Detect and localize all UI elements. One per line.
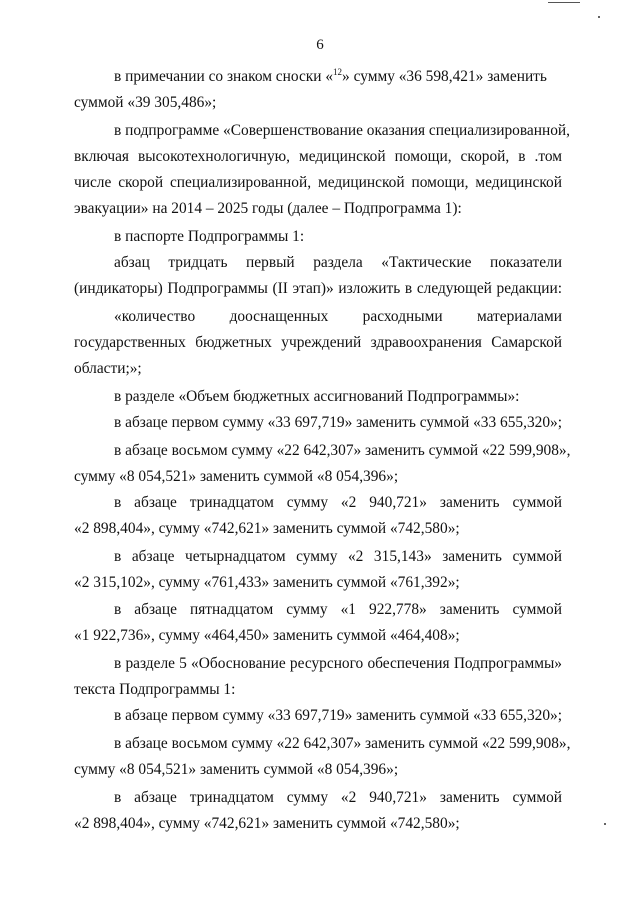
text-line: «2 898,404», сумму «742,621» заменить суммой «742,580»;	[74, 520, 460, 537]
page-edge-mark	[548, 2, 580, 3]
text-line: в абзаце первом сумму «33 697,719» заменить суммой «33 655,320»;	[114, 707, 563, 724]
text-line: в абзаце тринадцатом сумму «2 940,721» заменить суммой	[114, 494, 562, 511]
text-line: «2 315,102», сумму «761,433» заменить суммой «761,392»;	[74, 574, 460, 591]
text-line: включая высокотехнологичную, медицинской помощи, скорой, в .том	[74, 148, 562, 165]
text-line: суммой «39 305,486»;	[74, 94, 217, 111]
text-line: (индикаторы) Подпрограммы (II этап)» изложить в следующей редакции:	[74, 280, 562, 297]
text-line: в разделе 5 «Обоснование ресурсного обеспечения Подпрограммы»	[114, 655, 562, 672]
footnote-marker: 12	[333, 67, 343, 77]
scan-speck	[598, 16, 600, 18]
text-line: в примечании со знаком сноски «$^{12}$» сумму «36 598,421» заменить	[114, 67, 547, 85]
text-line: в паспорте Подпрограммы 1:	[114, 228, 305, 245]
text-line: «1 922,736», сумму «464,450» заменить суммой «464,408»;	[74, 627, 460, 644]
text-line: в абзаце четырнадцатом сумму «2 315,143» заменить суммой	[114, 548, 562, 565]
text-line: абзац тридцать первый раздела «Тактические показатели	[114, 254, 562, 271]
text-line: в абзаце пятнадцатом сумму «1 922,778» заменить суммой	[114, 601, 562, 618]
text-line: числе скорой специализированной, медицинской помощи, медицинской	[74, 174, 562, 191]
text-line: «количество дооснащенных расходными материалами	[114, 308, 562, 325]
text-line: в абзаце восьмом сумму «22 642,307» заменить суммой «22 599,908»,	[114, 735, 571, 752]
text-line: сумму «8 054,521» заменить суммой «8 054,396»;	[74, 761, 399, 778]
text-line: текста Подпрограммы 1:	[74, 681, 236, 698]
text-line: сумму «8 054,521» заменить суммой «8 054,396»;	[74, 468, 399, 485]
page-number: 6	[316, 37, 324, 53]
text-line: «2 898,404», сумму «742,621» заменить суммой «742,580»;	[74, 815, 460, 832]
text-line: эвакуации» на 2014 – 2025 годы (далее – Подпрограмма 1):	[74, 200, 462, 217]
scan-speck	[604, 823, 606, 825]
text-line: в разделе «Объем бюджетных ассигнований Подпрограммы»:	[114, 388, 520, 405]
text-line: в абзаце первом сумму «33 697,719» заменить суммой «33 655,320»;	[114, 414, 563, 431]
text-line: в абзаце восьмом сумму «22 642,307» заменить суммой «22 599,908»,	[114, 442, 571, 459]
text-line: в подпрограмме «Совершенствование оказания специализированной,	[114, 122, 570, 139]
text-line: государственных бюджетных учреждений здравоохранения Самарской	[74, 334, 562, 351]
text-line: области;»;	[74, 360, 142, 377]
text-line: в абзаце тринадцатом сумму «2 940,721» заменить суммой	[114, 789, 562, 806]
